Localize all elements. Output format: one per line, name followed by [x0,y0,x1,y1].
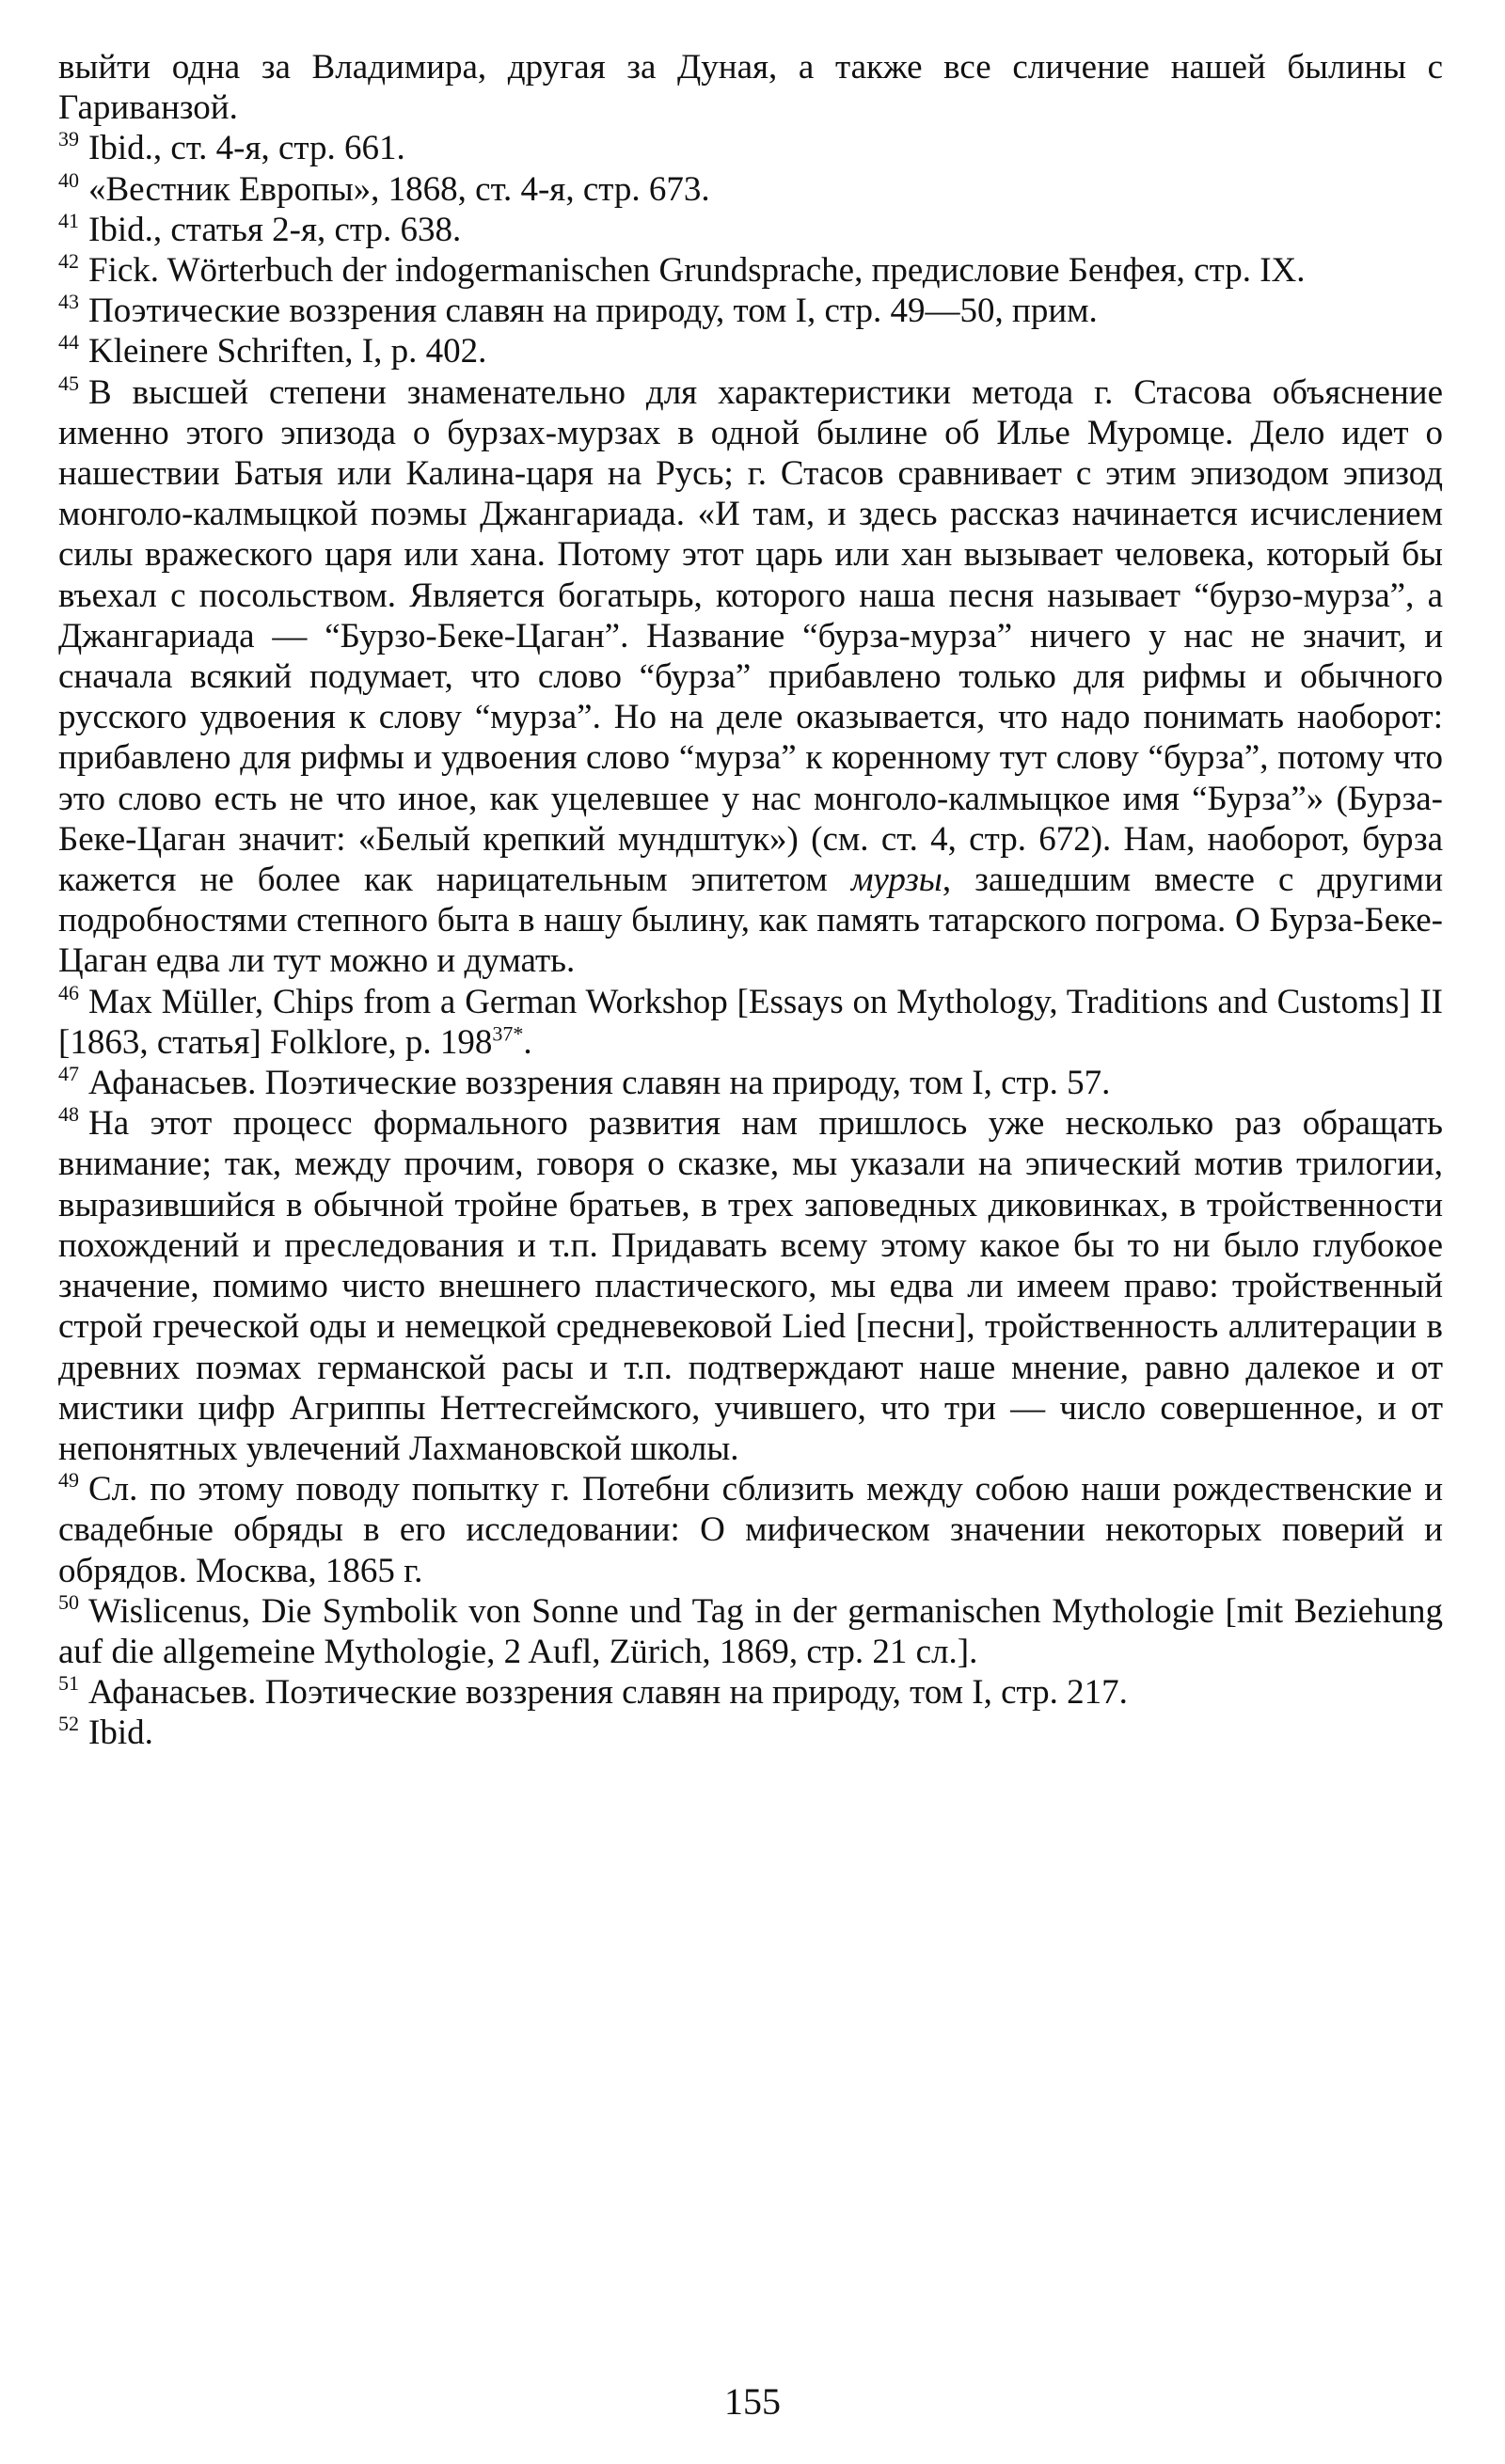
footnote-text: Max Müller, Chips from a German Workshop [Essays on Mythology, Traditions and Customs] II [1863, статья] Folklore, p. 198 [58,982,1443,1062]
footnote-number: 40 [58,167,79,192]
footnote-number: 46 [58,980,79,1004]
footnote-text: «Вестник Европы», 1868, ст. 4-я, стр. 673. [88,169,710,209]
footnote-number: 42 [58,249,79,274]
footnote-number: 50 [58,1589,79,1614]
footnote-number: 49 [58,1468,79,1493]
footnote-text: Wislicenus, Die Symbolik von Sonne und Tag in der germanischen Mythologie [mit Beziehung auf die allgemeine Mythologie, 2 Aufl, Zürich, 1869, стр. 21 сл.]. [58,1591,1443,1671]
footnote-number: 39 [58,127,79,151]
footnote-number: 44 [58,330,79,355]
continuation-text: выйти одна за Владимира, другая за Дуная, а также все сличение нашей былины с Гаривaнзой. [58,48,1443,128]
footnote-text: Ibid. [88,1714,153,1753]
footnote-text: Афанасьев. Поэтические воззрения славян на природу, том I, стр. 57. [88,1064,1111,1103]
footnote-text: В высшей степени знаменательно для характеристики метода г. Стасова объяснение именно этого эпизода о бурзах-мурзах в одной былине об Илье Муромце. Дело идет о нашествии Батыя или Калина-царя на Русь; г. Стасов сравнивает с этим эпизодом эпизод монголо-калмыцкой поэмы Джангариада. «И там, и здесь рассказ начинается исчислением силы вражеского царя или хана. Потому этот царь или хан вызывает человека, который бы въехал с посольством. Является богатырь, которого наша песня называет “бурзо-мурза”, а Джангариада — “Бурзо-Беке-Цаган”. Название “бурза-мурза” ничего у нас не значит, и сначала всякий подумает, что слово “бурза” прибавлено только для рифмы и обычного русского удвоения к слову “мурза”. Но на деле оказывается, что надо понимать наоборот: прибавлено для рифмы и удвоения слово “мурза” к коренному тут слову “бурза”, потому что это слово есть не что иное, как уцелевшее у нас монголо-калмыцкое имя “Бурза”» (Бурза-Беке-Цаган значит: «Белый крепкий мундштук») (см. ст. 4, стр. 672). Нам, наоборот, бурза кажется не более как нарицательным эпитетом [58,372,1443,900]
footnote-40 [58,169,1443,210]
footnote-number: 47 [58,1062,79,1086]
footnote-48 [58,1103,1443,1469]
footnote-43 [58,291,1443,331]
footnote-text: Сл. по этому поводу попытку г. Потебни сблизить между собою наши рождественские и свадебные обряды в его исследовании: О мифическом значении некоторых поверий и обрядов. Москва, 1865 г. [58,1470,1443,1590]
footnote-41 [58,210,1443,250]
footnote-text: На этот процесс формального развития нам пришлось уже несколько раз обращать внимание; так, между прочим, говоря о сказке, мы указали на эпический мотив трилогии, выразившийся в обычной тройне братьев, в трех заповедных диковинках, в тройственности похождений и преследования и т.п. Придавать всему этому какое бы то ни было глубокое значение, помимо чисто внешнего пластического, мы едва ли имеем право: тройственный строй греческой оды и немецкой средневековой Lied [песни], тройственность аллитерации в древних поэмах германской расы и т.п. подтверждают наше мнение, равно далекое и от мистики цифр Агриппы Неттесгеймского, учившего, что три — число совершенное, и от непонятных увлечений Лахмановской школы. [58,1104,1443,1468]
footnote-number: 51 [58,1671,79,1696]
footnote-47 [58,1063,1443,1103]
footnote-50 [58,1591,1443,1672]
page-number: 155 [724,2380,781,2423]
footnote-39 [58,128,1443,168]
footnote-number: 41 [58,208,79,232]
footnote-text: Kleinere Schriften, I, p. 402. [88,332,487,371]
footnote-44 [58,331,1443,371]
footnote-text-end: . [523,1022,532,1062]
footnote-45 [58,372,1443,982]
footnote-42 [58,250,1443,291]
editor-note-marker: 37* [492,1021,524,1046]
footnote-46 [58,982,1443,1063]
footnote-51 [58,1672,1443,1713]
footnote-text: Ibid., ст. 4-я, стр. 661. [88,129,405,168]
footnote-49 [58,1469,1443,1591]
footnote-text: Ibid., статья 2-я, стр. 638. [88,210,462,249]
footnote-number: 48 [58,1102,79,1127]
footnote-number: 43 [58,290,79,314]
footnote-number: 45 [58,371,79,395]
footnote-number: 52 [58,1712,79,1736]
footnote-text: Афанасьев. Поэтические воззрения славян на природу, том I, стр. 217. [88,1673,1128,1713]
footnote-text: Fick. Wörterbuch der indogermanischen Grundsprache, предисловие Бенфея, стр. IX. [88,251,1306,291]
footnotes-page [58,47,1443,1754]
footnote-text: Поэтические воззрения славян на природу, том I, стр. 49—50, прим. [88,292,1098,331]
footnote-52 [58,1713,1443,1753]
footnote-italic-word: мурзы [850,861,943,900]
footnote-text-continued: , зашедшим вместе с другими подробностями степного быта в нашу былину, как память татарского погрома. О Бурза-Беке-Цаган едва ли тут можно и думать. [58,861,1443,981]
